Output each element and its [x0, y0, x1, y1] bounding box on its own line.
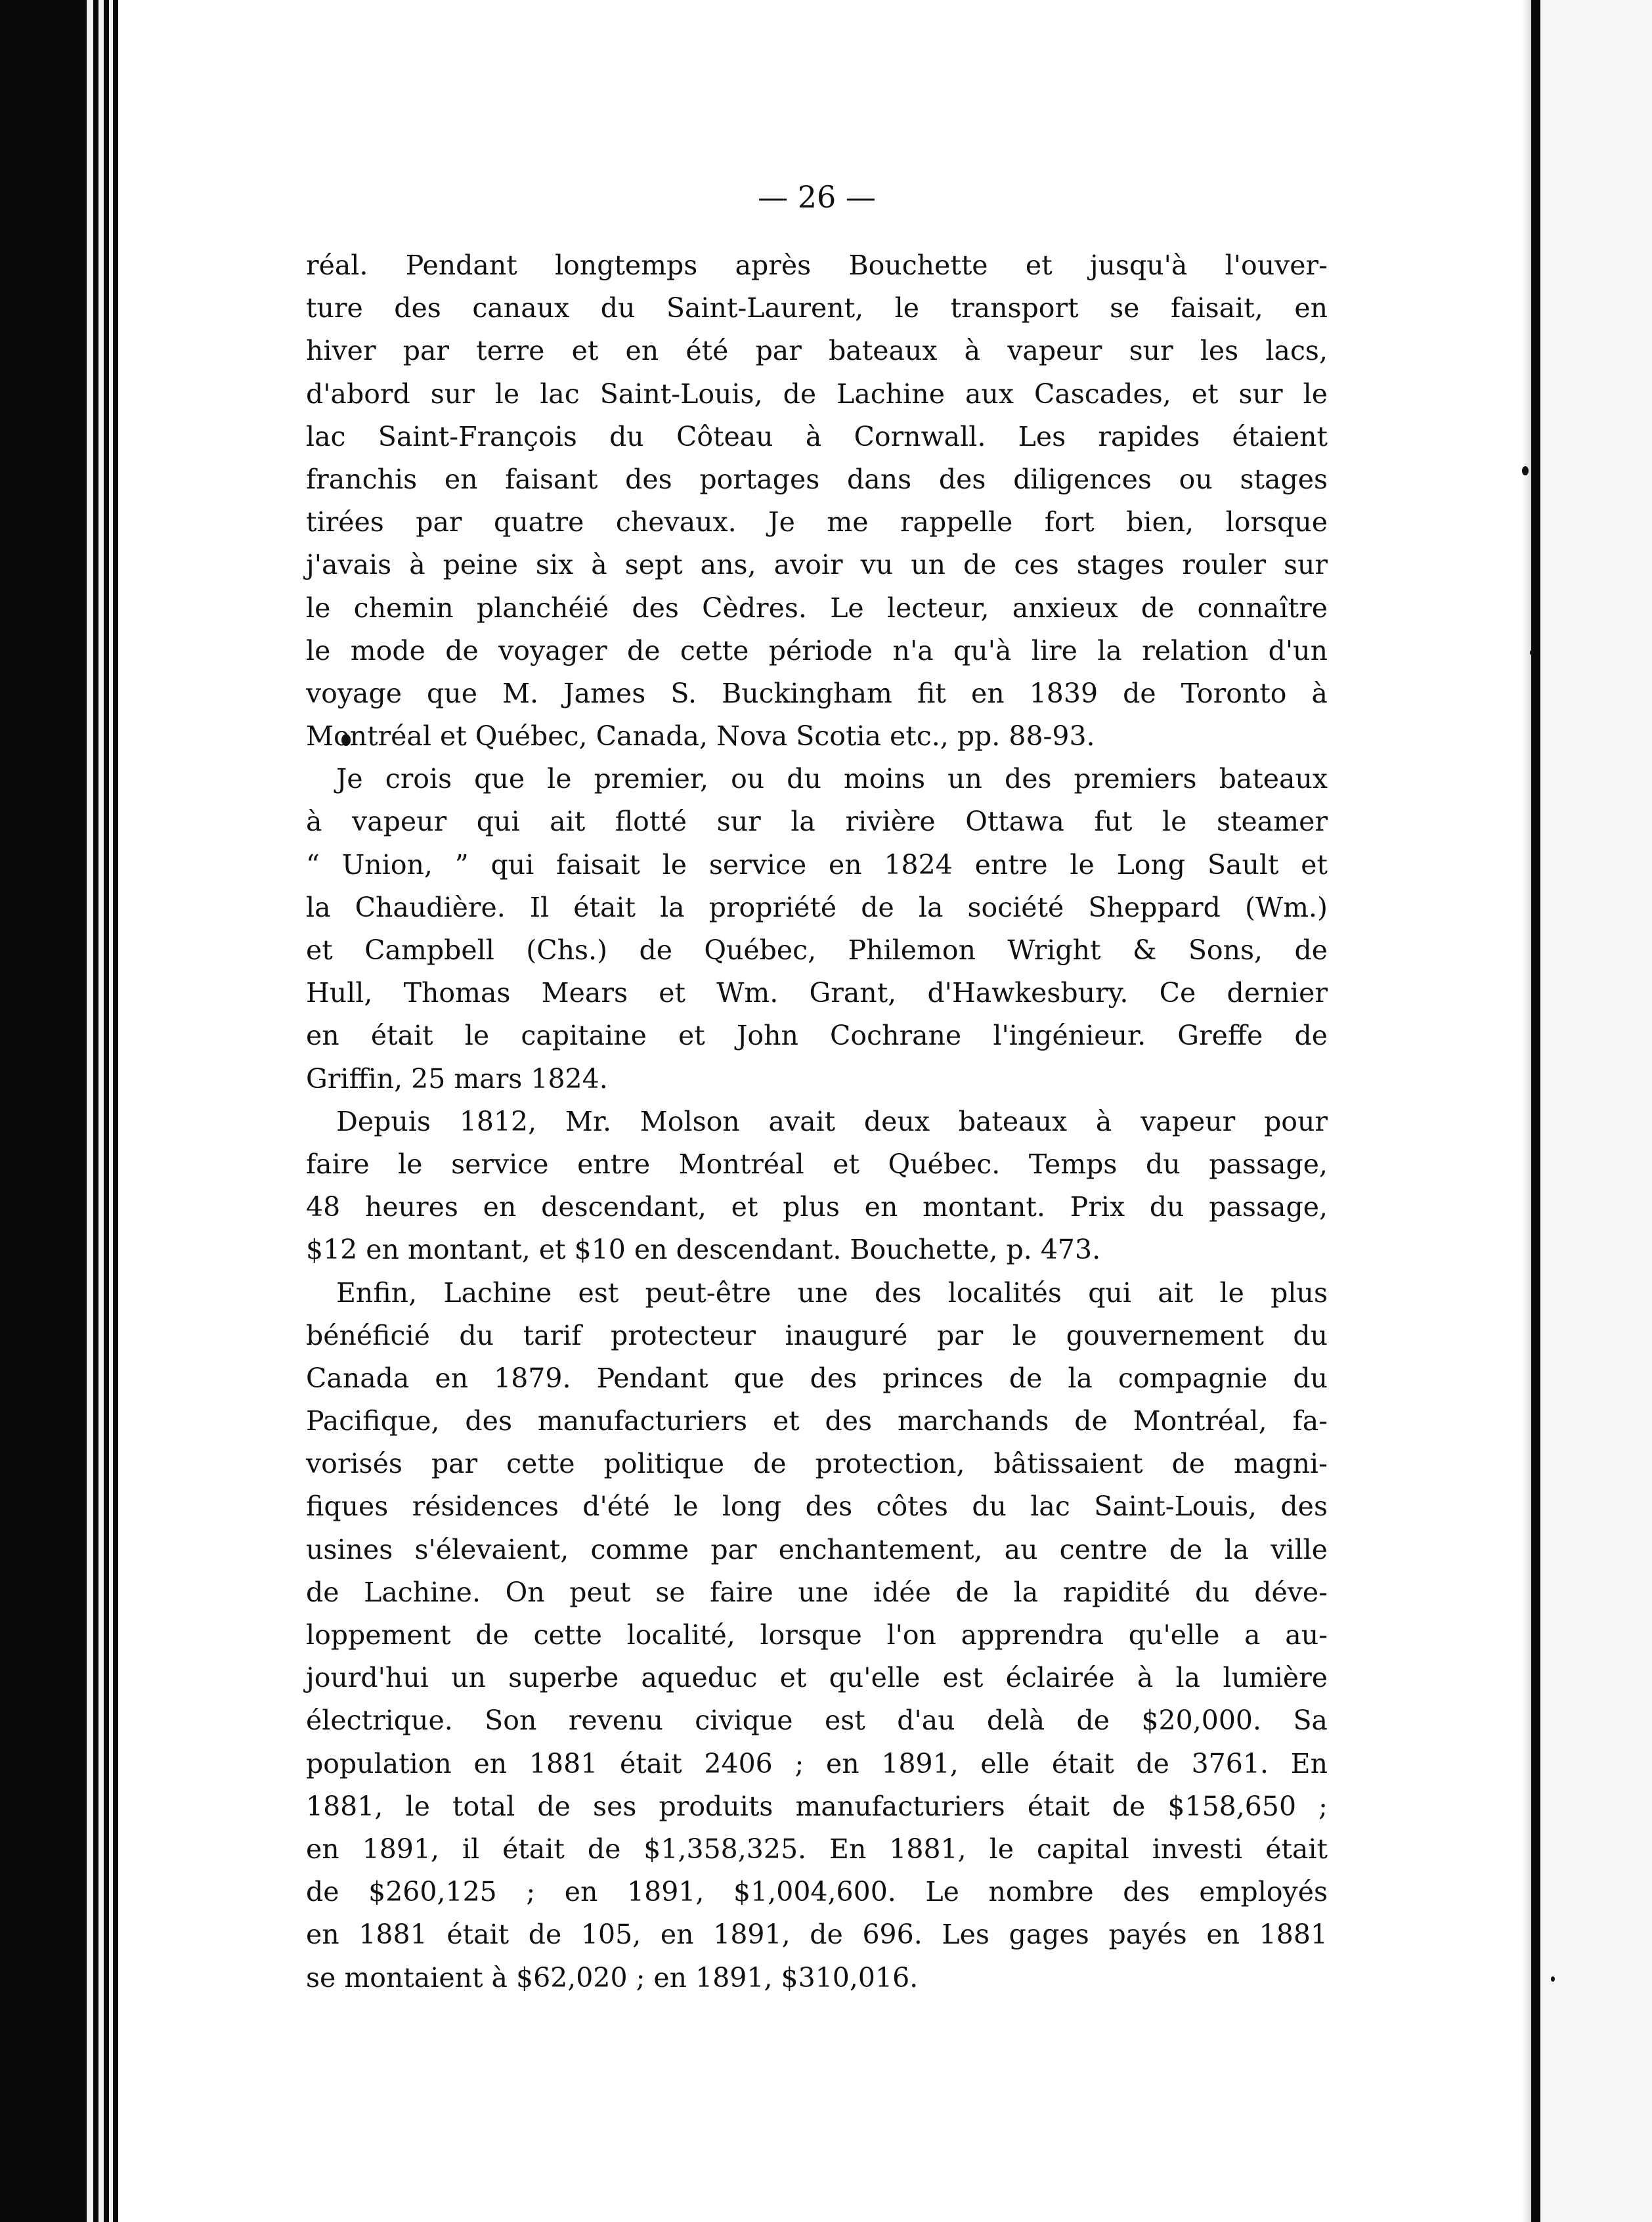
ink-speck — [1551, 1976, 1555, 1982]
text-line: Hull, Thomas Mears et Wm. Grant, d'Hawkesbury. Ce dernier — [306, 977, 1328, 1009]
text-line: tirées par quatre chevaux. Je me rappelle fort bien, lorsque — [306, 506, 1328, 538]
ink-speck — [1522, 466, 1529, 475]
text-line: usines s'élevaient, comme par enchantement, au centre de la ville — [306, 1533, 1328, 1565]
text-line: j'avais à peine six à sept ans, avoir vu un de ces stages rouler sur — [306, 549, 1328, 581]
text-line: le mode de voyager de cette période n'a qu'à lire la relation d'un — [306, 634, 1328, 666]
paragraph-2 — [306, 758, 1328, 1100]
text-line: à vapeur qui ait flotté sur la rivière Ottawa fut le steamer — [306, 806, 1328, 838]
paragraph-3 — [306, 1100, 1328, 1272]
text-line: de $260,125 ; en 1891, $1,004,600. Le nombre des employés — [306, 1876, 1328, 1908]
text-line: la Chaudière. Il était la propriété de la société Sheppard (Wm.) — [306, 891, 1328, 923]
text-line: Montréal et Québec, Canada, Nova Scotia etc., pp. 88-93. — [306, 720, 1095, 752]
text-line: de Lachine. On peut se faire une idée de la rapidité du déve- — [306, 1576, 1328, 1608]
text-line: population en 1881 était 2406 ; en 1891, elle était de 3761. En — [306, 1747, 1328, 1779]
text-line: Depuis 1812, Mr. Molson avait deux bateaux à vapeur pour — [336, 1105, 1328, 1137]
page-number: — 26 — — [758, 179, 876, 215]
text-line: Je crois que le premier, ou du moins un des premiers bateaux — [336, 763, 1328, 795]
text-line: $12 en montant, et $10 en descendant. Bouchette, p. 473. — [306, 1234, 1101, 1266]
text-line: électrique. Son revenu civique est d'au delà de $20,000. Sa — [306, 1705, 1328, 1737]
text-line: voyage que M. James S. Buckingham fit en 1839 de Toronto à — [306, 677, 1328, 709]
text-line: “ Union, ” qui faisait le service en 1824 entre le Long Sault et — [306, 848, 1328, 881]
text-line: jourd'hui un superbe aqueduc et qu'elle est éclairée à la lumière — [306, 1662, 1328, 1694]
text-line: d'abord sur le lac Saint-Louis, de Lachine aux Cascades, et sur le — [306, 378, 1328, 410]
page-edge — [98, 0, 104, 2222]
page-edge — [87, 0, 93, 2222]
text-line: 1881, le total de ses produits manufacturiers était de $158,650 ; — [306, 1790, 1328, 1822]
text-line: en 1881 était de 105, en 1891, de 696. Les gages payés en 1881 — [306, 1919, 1328, 1951]
text-line: Pacifique, des manufacturiers et des marchands de Montréal, fa- — [306, 1405, 1328, 1437]
text-line: Enfin, Lachine est peut-être une des localités qui ait le plus — [336, 1276, 1328, 1309]
text-line: se montaient à $62,020 ; en 1891, $310,016. — [306, 1961, 919, 1993]
text-line: en 1891, il était de $1,358,325. En 1881, le capital investi était — [306, 1833, 1328, 1865]
text-line: franchis en faisant des portages dans des diligences ou stages — [306, 463, 1328, 495]
text-line: loppement de cette localité, lorsque l'on apprendra qu'elle a au- — [306, 1619, 1328, 1651]
text-line: vorisés par cette politique de protection, bâtissaient de magni- — [306, 1448, 1328, 1480]
page-edge — [109, 0, 113, 2222]
text-line: Canada en 1879. Pendant que des princes de la compagnie du — [306, 1362, 1328, 1394]
text-line: en était le capitaine et John Cochrane l'ingénieur. Greffe de — [306, 1020, 1328, 1052]
text-line: lac Saint-François du Côteau à Cornwall. Les rapides étaient — [306, 420, 1328, 452]
text-line: Griffin, 25 mars 1824. — [306, 1062, 608, 1095]
text-line: le chemin planchéié des Cèdres. Le lecteur, anxieux de connaître — [306, 592, 1328, 624]
text-line: bénéficié du tarif protecteur inauguré par le gouvernement du — [306, 1319, 1328, 1351]
page-text — [306, 171, 1328, 1999]
text-line: ture des canaux du Saint-Laurent, le transport se faisait, en — [306, 292, 1328, 324]
text-line: fiques résidences d'été le long des côtes du lac Saint-Louis, des — [306, 1491, 1328, 1523]
text-line: 48 heures en descendant, et plus en montant. Prix du passage, — [306, 1191, 1328, 1223]
next-page-edge — [1540, 0, 1652, 2222]
paragraph-4 — [306, 1272, 1328, 1999]
text-line: et Campbell (Chs.) de Québec, Philemon Wright & Sons, de — [306, 934, 1328, 966]
text-line: faire le service entre Montréal et Québec. Temps du passage, — [306, 1148, 1328, 1180]
text-line: réal. Pendant longtemps après Bouchette et jusqu'à l'ouver- — [306, 250, 1328, 281]
ink-speck — [1530, 650, 1534, 655]
text-line: hiver par terre et en été par bateaux à vapeur sur les lacs, — [306, 335, 1328, 367]
paragraph-1 — [306, 244, 1328, 758]
